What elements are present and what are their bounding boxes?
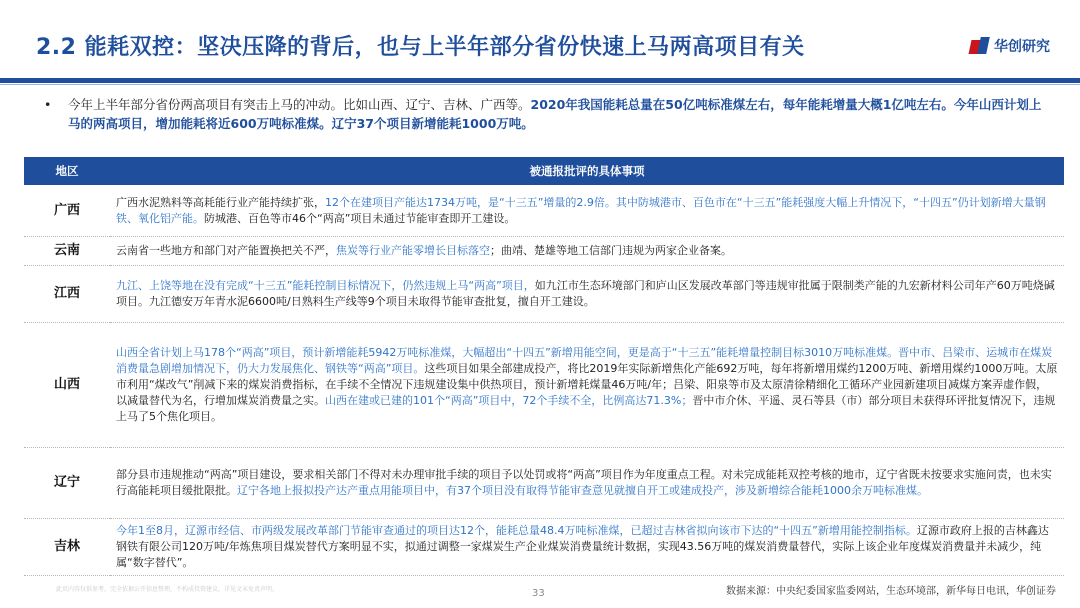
detail-text-highlight: 山西全省计划上马178个“两高”项目，预计新增能耗5942万吨标准煤，大幅超出“十四五”新增用能空间，更是高于“十三五”能耗增量控制目标3010万吨标准煤。晋中市、吕梁市、运城市在煤炭消费量急剧增加情况下，仍大力发展焦化、钢铁等“两高”项目。 — [116, 346, 1053, 375]
table-row — [24, 323, 1064, 448]
detail-text-highlight: 山西在建或已建的101个“两高”项目中，72个手续不全，比例高达71.3%； — [325, 394, 693, 407]
huachuang-logo-icon — [970, 37, 988, 55]
detail-text-highlight: 今年1至8月，辽源市经信、市两级发展改革部门节能审查通过的项目达12个，能耗总量48.4万吨标准煤，已超过吉林省拟向该市下达的“十四五”新增用能控制指标。 — [116, 524, 917, 537]
table-row — [24, 448, 1064, 519]
detail-text-highlight: 九江、上饶等地在没有完成“十三五”能耗控制目标情况下，仍然违规上马“两高”项目， — [116, 279, 535, 292]
table-row — [24, 266, 1064, 323]
details-cell — [110, 266, 1064, 323]
details-cell — [110, 323, 1064, 448]
detail-text: 防城港、百色等市46个“两高”项目未通过节能审查即开工建设。 — [204, 211, 516, 225]
region-cell: 云南 — [24, 237, 110, 266]
title-divider-thin — [0, 84, 1080, 85]
logo-text: 华创研究 — [994, 39, 1050, 55]
details-cell — [110, 237, 1064, 266]
detail-text: 这些项目如果全部建成投产，将比2019年实际新增焦化产能692万吨，每年将新增用煤约1200万吨、新增用煤约1000万吨。太原市利用“煤改气”削减下来的煤炭消费指标，在手续不全情况下违规建设集中供热项目，预计新增耗煤量46万吨/年；吕梁、阳泉等市及太原清徐精细化工循环产业园新建项目减煤方案弄虚作假，以减量替代为名，行增加煤炭消费量之实。 — [116, 362, 1058, 407]
details-cell — [110, 519, 1064, 576]
page-number: 33 — [532, 588, 545, 599]
detail-text-highlight: 焦炭等行业产能零增长目标落空 — [336, 244, 490, 257]
page-title: 2.2 能耗双控：坚决压降的背后，也与上半年部分省份快速上马两高项目有关 — [36, 35, 805, 60]
detail-text: ；曲靖、楚雄等地工信部门违规为两家企业备案。 — [490, 244, 732, 257]
detail-text-highlight: 辽宁各地上报拟投产达产重点用能项目中，有37个项目没有取得节能审查意见就擅自开工或建成投产，涉及新增综合能耗1000余万吨标准煤。 — [237, 484, 928, 497]
header-region: 地区 — [24, 157, 110, 185]
detail-text-highlight: 12个在建项目产能达1734万吨，是“十三五”增量的2.9倍。其中防城港市、百色市在“十三五”能耗强度大幅上升情况下，“十四五”仍计划新增大量钢铁、氧化铝产能。 — [116, 195, 1046, 225]
region-cell: 江西 — [24, 266, 110, 323]
region-cell: 辽宁 — [24, 448, 110, 519]
data-source: 数据来源：中央纪委国家监委网站，生态环境部，新华每日电讯，华创证券 — [726, 586, 1056, 597]
summary-bullet — [44, 95, 1044, 133]
table-row — [24, 237, 1064, 266]
region-cell: 山西 — [24, 323, 110, 448]
brand-logo — [970, 36, 1050, 56]
detail-text: 广西水泥熟料等高耗能行业产能持续扩张， — [116, 195, 325, 209]
region-cell: 广西 — [24, 185, 110, 237]
title-divider — [0, 78, 1080, 83]
bullet-marker: • — [44, 97, 52, 112]
details-cell — [110, 185, 1064, 237]
detail-text: 辽源市政府上报的吉林鑫达钢铁有限公司120万吨/年炼焦项目煤炭替代方案明显不实，拟通过调整一家煤炭生产企业煤炭消费量统计数据，实现43.56万吨的煤炭消费量替代，实际上该企业年度煤炭消费量并未减少，纯属“数字替代”。 — [116, 524, 1049, 569]
table-header-row — [24, 157, 1064, 185]
detail-text: 部分县市违规推动“两高”项目建设，要求相关部门不得对未办理审批手续的项目予以处罚或将“两高”项目作为年度重点工程。对未完成能耗双控考核的地市，辽宁省既未按要求实施问责，也未实行高能耗项目缓批限批。 — [116, 468, 1052, 497]
region-cell: 吉林 — [24, 519, 110, 576]
bullet-text-plain: 今年上半年部分省份两高项目有突击上马的冲动。比如山西、辽宁、吉林、广西等。 — [68, 97, 531, 112]
detail-text: 如九江市生态环境部门和庐山区发展改革部门等违规审批属于限制类产能的九宏新材料公司年产60万吨烧碱项目。九江德安万年青水泥6600吨/日熟料生产线等9个项目未取得节能审查批复，擅自开工建设。 — [116, 279, 1055, 308]
bullet-text — [68, 95, 1044, 133]
footer-disclaimer: 此页内容仅供参考，完全依据公开信息整理，不构成投资建议，详见文末免责声明。 — [56, 586, 279, 593]
header-details: 被通报批评的具体事项 — [110, 157, 1064, 185]
detail-text: 晋中市介休、平遥、灵石等县（市）部分项目未获得环评批复情况下，违规上马了5个焦化项目。 — [116, 394, 1056, 423]
details-cell — [110, 448, 1064, 519]
criticism-table — [24, 157, 1064, 576]
bullet-text-highlight: 2020年我国能耗总量在50亿吨标准煤左右，每年能耗增量大概1亿吨左右。今年山西计划上马的两高项目，增加能耗将近600万吨标准煤。辽宁37个项目新增能耗1000万吨。 — [68, 97, 1042, 131]
table-row — [24, 519, 1064, 576]
detail-text: 云南省一些地方和部门对产能置换把关不严， — [116, 244, 336, 257]
table-row — [24, 185, 1064, 237]
